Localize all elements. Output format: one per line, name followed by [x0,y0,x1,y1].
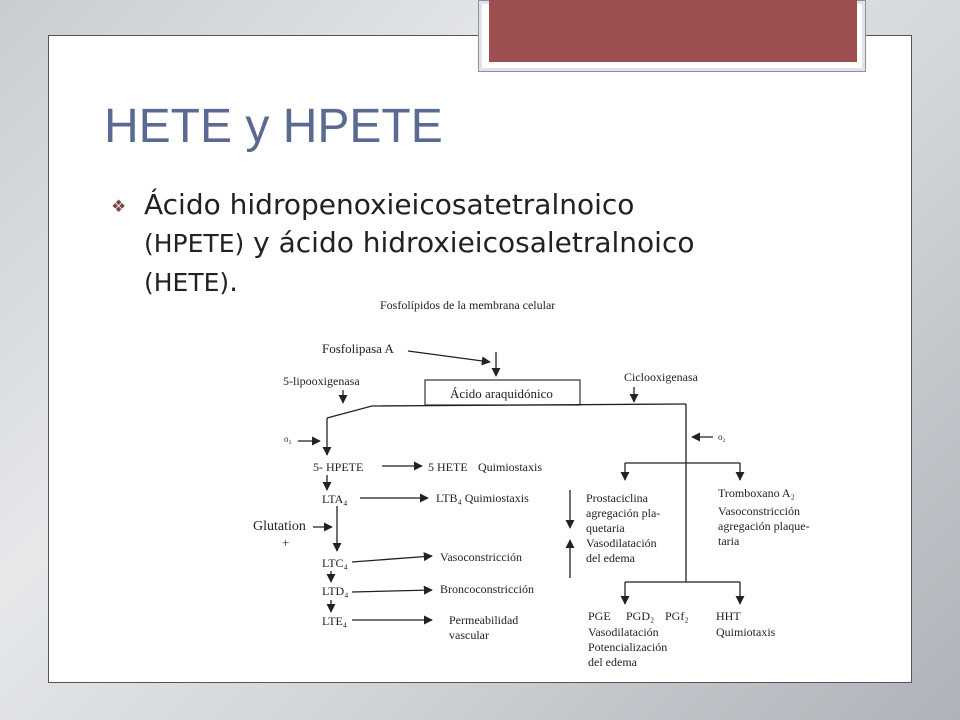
label-acido-araquidonico: Ácido araquidónico [450,386,553,401]
label-pg-potencializacion: Potencialización [588,640,668,654]
label-lte4: LTE₄ [322,614,348,628]
bullet-abbr-hete: (HETE) [144,268,230,297]
bullet-line-1: Ácido hidropenoxieicosatetralnoico [144,188,635,221]
label-ciclooxigenasa: Ciclooxigenasa [624,370,698,384]
branch-line [327,404,686,418]
arrow-ltd-bronco [352,590,432,592]
label-prosta-5: del edema [586,551,635,565]
bullet-line-3: . [229,265,239,298]
label-hht: HHT [716,609,741,623]
label-lta4: LTA₄ [322,492,348,506]
label-lipooxigenasa: 5-lipooxigenasa [283,374,360,388]
label-pg-vasodilatacion: Vasodilatación [588,625,659,639]
label-permeabilidad-2: vascular [449,628,489,642]
label-prosta-2: agregación pla- [586,506,661,520]
label-o2-left: o₂ [284,434,292,444]
label-ltc4: LTC₄ [322,556,348,570]
label-fosfolipidos: Fosfolípidos de la membrana celular [380,298,556,312]
label-prostaciclina: Prostaciclina [586,491,648,505]
label-pgf2: PGf₂ [665,609,689,623]
arrow-ltc-vaso [352,556,432,562]
label-glutation: Glutation [253,519,306,534]
label-5-hpete: 5- HPETE [313,460,364,474]
label-quimiostaxis-1: Quimiostaxis [478,460,543,474]
label-prosta-4: Vasodilatación [586,536,657,550]
label-pg-edema: del edema [588,655,637,669]
label-quimiotaxis: Quimiotaxis [716,625,776,639]
label-vasoconstriccion: Vasoconstricción [440,550,522,564]
label-prosta-3: quetaria [586,521,625,535]
label-broncoconstriccion: Broncoconstricción [440,582,534,596]
diamond-bullet-icon: ❖ [111,197,127,216]
label-fosfolipasa: Fosfolipasa A [322,341,394,356]
slide-title: HETE y HPETE [104,100,443,153]
label-permeabilidad-1: Permeabilidad [449,613,519,627]
bullet-line-2: y ácido hidroxieicosaletralnoico [244,226,695,259]
label-ltb4: LTB₄ Quimiostaxis [436,491,529,505]
label-trombo-3: agregación plaque- [718,519,810,533]
label-o2-right: o₂ [718,432,726,442]
label-trombo-4: taria [718,534,740,548]
label-tromboxano: Tromboxano A₂ [718,486,795,500]
arrow-fosfolipasa [408,351,490,362]
label-pge: PGE [588,609,611,623]
label-trombo-2: Vasoconstricción [718,504,800,518]
bullet-abbr-hpete: (HPETE) [144,229,245,258]
label-pgd2: PGD₂ [626,609,655,623]
label-5-hete: 5 HETE [428,460,468,474]
label-plus: + [282,535,290,550]
label-ltd4: LTD₄ [322,584,349,598]
